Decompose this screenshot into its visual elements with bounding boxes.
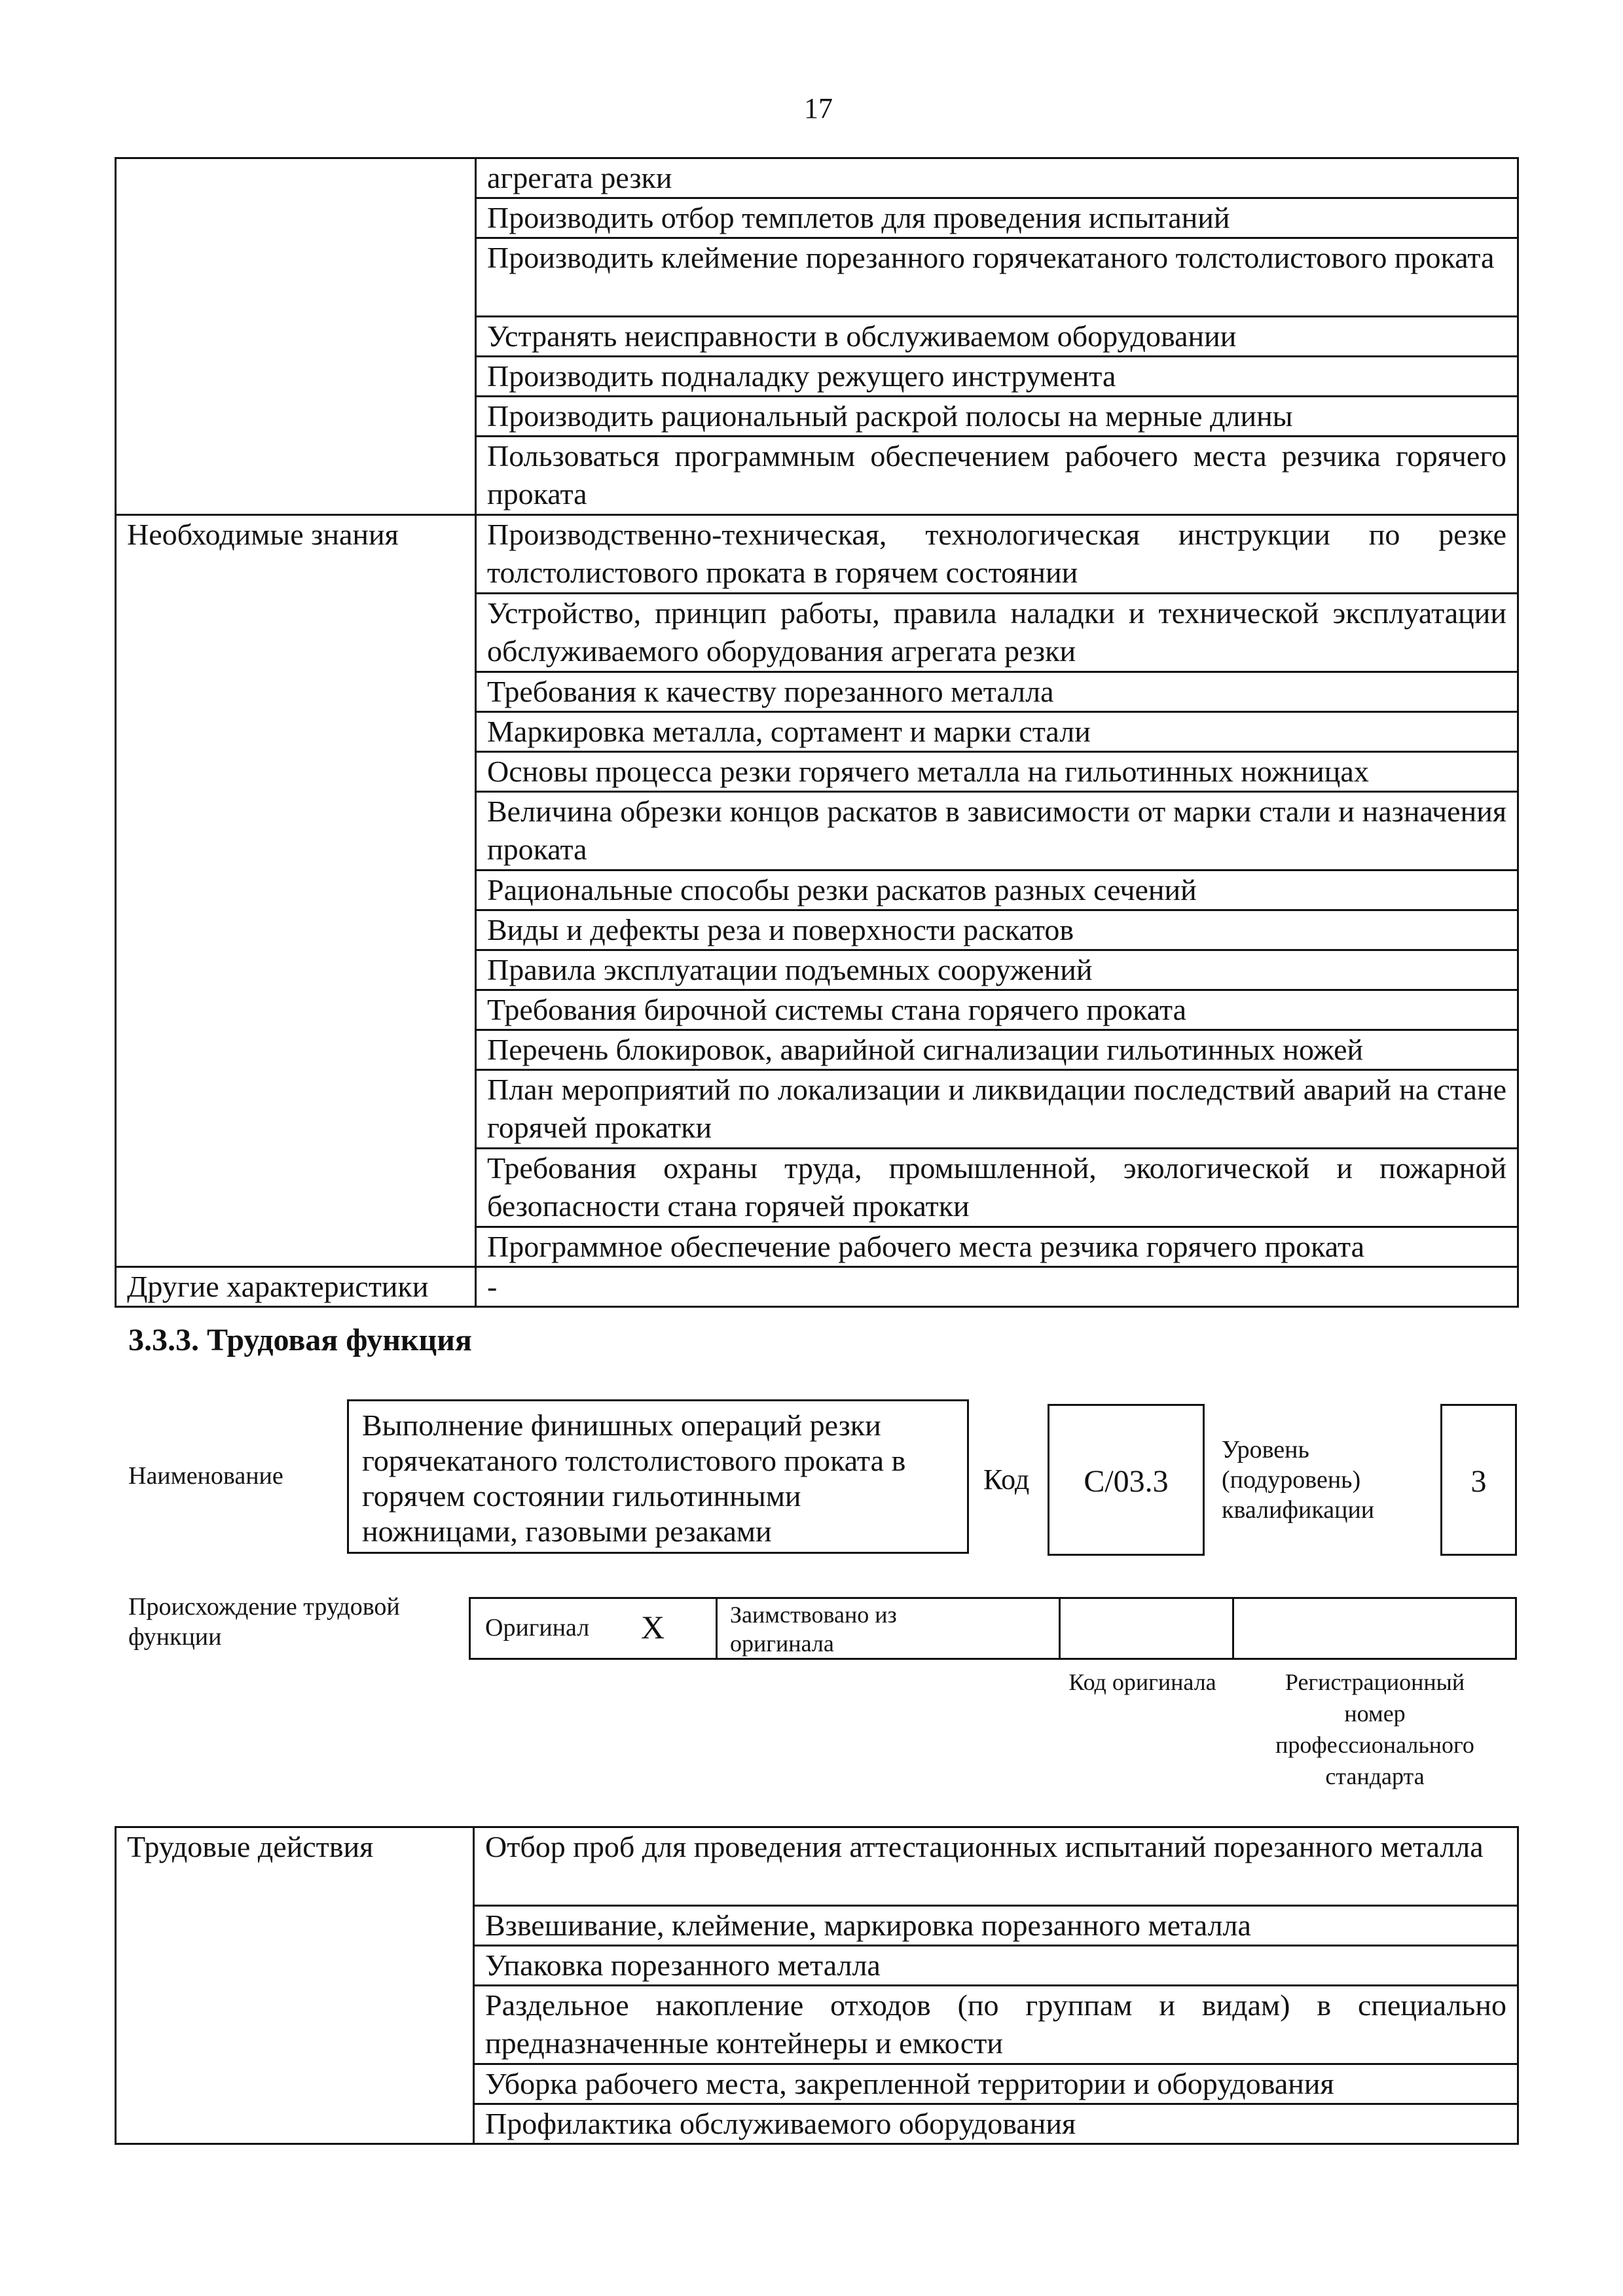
registration-number-caption: Регистрационный номер профессионального стандарта: [1275, 1669, 1474, 1789]
action-item: Раздельное накопление отходов (по группам и видам) в специально предназначенные контейнеры и емкости: [474, 1986, 1518, 2064]
knowledge-item: Перечень блокировок, аварийной сигнализации гильотинных ножей: [476, 1030, 1518, 1070]
skill-item: Производить отбор темплетов для проведения испытаний: [476, 198, 1518, 238]
requirements-table: [115, 157, 1519, 1308]
original-mark: X: [641, 1609, 665, 1645]
action-item: Упаковка порезанного металла: [474, 1946, 1518, 1986]
other-label: Другие характеристики: [116, 1267, 476, 1307]
knowledge-item: Требования охраны труда, промышленной, экологической и пожарной безопасности стана горячей прокатки: [476, 1149, 1518, 1227]
level-label: Уровень (подуровень) квалификации: [1222, 1436, 1375, 1524]
skill-item: Производить клеймение порезанного горячекатаного толстолистового проката: [476, 238, 1518, 317]
divider: [716, 1597, 718, 1660]
knowledge-item: Требования бирочной системы стана горячего проката: [476, 990, 1518, 1030]
labor-actions-table: [115, 1826, 1519, 2145]
original-label: Оригинал: [485, 1614, 590, 1641]
knowledge-item: Основы процесса резки горячего металла на гильотинных ножницах: [476, 752, 1518, 792]
code-label: Код: [983, 1463, 1030, 1496]
function-name-box: [347, 1399, 969, 1554]
level-box: [1440, 1404, 1517, 1556]
other-value: -: [476, 1267, 1518, 1307]
knowledge-item: Правила эксплуатации подъемных сооружений: [476, 950, 1518, 990]
borrowed-label: Заимствовано из оригинала: [730, 1602, 897, 1657]
action-item: Взвешивание, клеймение, маркировка порезанного металла: [474, 1906, 1518, 1946]
knowledge-item: Виды и дефекты реза и поверхности раскатов: [476, 910, 1518, 950]
knowledge-item: Рациональные способы резки раскатов разных сечений: [476, 870, 1518, 910]
knowledge-item: Величина обрезки концов раскатов в зависимости от марки стали и назначения проката: [476, 792, 1518, 870]
knowledge-item: Устройство, принцип работы, правила наладки и технической эксплуатации обслуживаемого оборудования агрегата резки: [476, 594, 1518, 672]
original-code-caption: Код оригинала: [1068, 1669, 1216, 1695]
divider: [1232, 1597, 1234, 1660]
skill-item: Производить рациональный раскрой полосы на мерные длины: [476, 397, 1518, 437]
knowledge-label: Необходимые знания: [116, 515, 476, 594]
skill-item: Пользоваться программным обеспечением рабочего места резчика горячего проката: [476, 437, 1518, 515]
code-box: [1048, 1404, 1205, 1556]
knowledge-item: Требования к качеству порезанного металла: [476, 672, 1518, 712]
skill-item: агрегата резки: [476, 158, 1518, 198]
origin-table: [469, 1597, 1517, 1660]
level-value: 3: [1470, 1464, 1487, 1499]
function-name: Выполнение финишных операций резки горячекатаного толстолистового проката в горячем состоянии гильотинными ножницами, газовыми резаками: [362, 1408, 906, 1548]
code-value: С/03.3: [1084, 1464, 1169, 1499]
knowledge-item: Производственно-техническая, технологическая инструкции по резке толстолистового проката в горячем состоянии: [476, 515, 1518, 594]
divider: [1059, 1597, 1061, 1660]
knowledge-item: Маркировка металла, сортамент и марки стали: [476, 712, 1518, 752]
section-heading: 3.3.3. Трудовая функция: [128, 1323, 472, 1357]
knowledge-item: План мероприятий по локализации и ликвидации последствий аварий на стане горячей прокатки: [476, 1070, 1518, 1149]
name-label: Наименование: [128, 1462, 283, 1490]
page-number: 17: [804, 92, 833, 124]
origin-label: Происхождение трудовой функции: [128, 1593, 400, 1651]
skill-item: Производить подналадку режущего инструмента: [476, 357, 1518, 397]
action-item: Отбор проб для проведения аттестационных испытаний порезанного металла: [474, 1827, 1518, 1906]
action-item: Уборка рабочего места, закрепленной территории и оборудования: [474, 2064, 1518, 2104]
action-item: Профилактика обслуживаемого оборудования: [474, 2104, 1518, 2144]
skill-item: Устранять неисправности в обслуживаемом оборудовании: [476, 317, 1518, 357]
knowledge-item: Программное обеспечение рабочего места резчика горячего проката: [476, 1227, 1518, 1267]
skills-label-cell: [116, 158, 476, 198]
actions-label: Трудовые действия: [116, 1827, 474, 1906]
